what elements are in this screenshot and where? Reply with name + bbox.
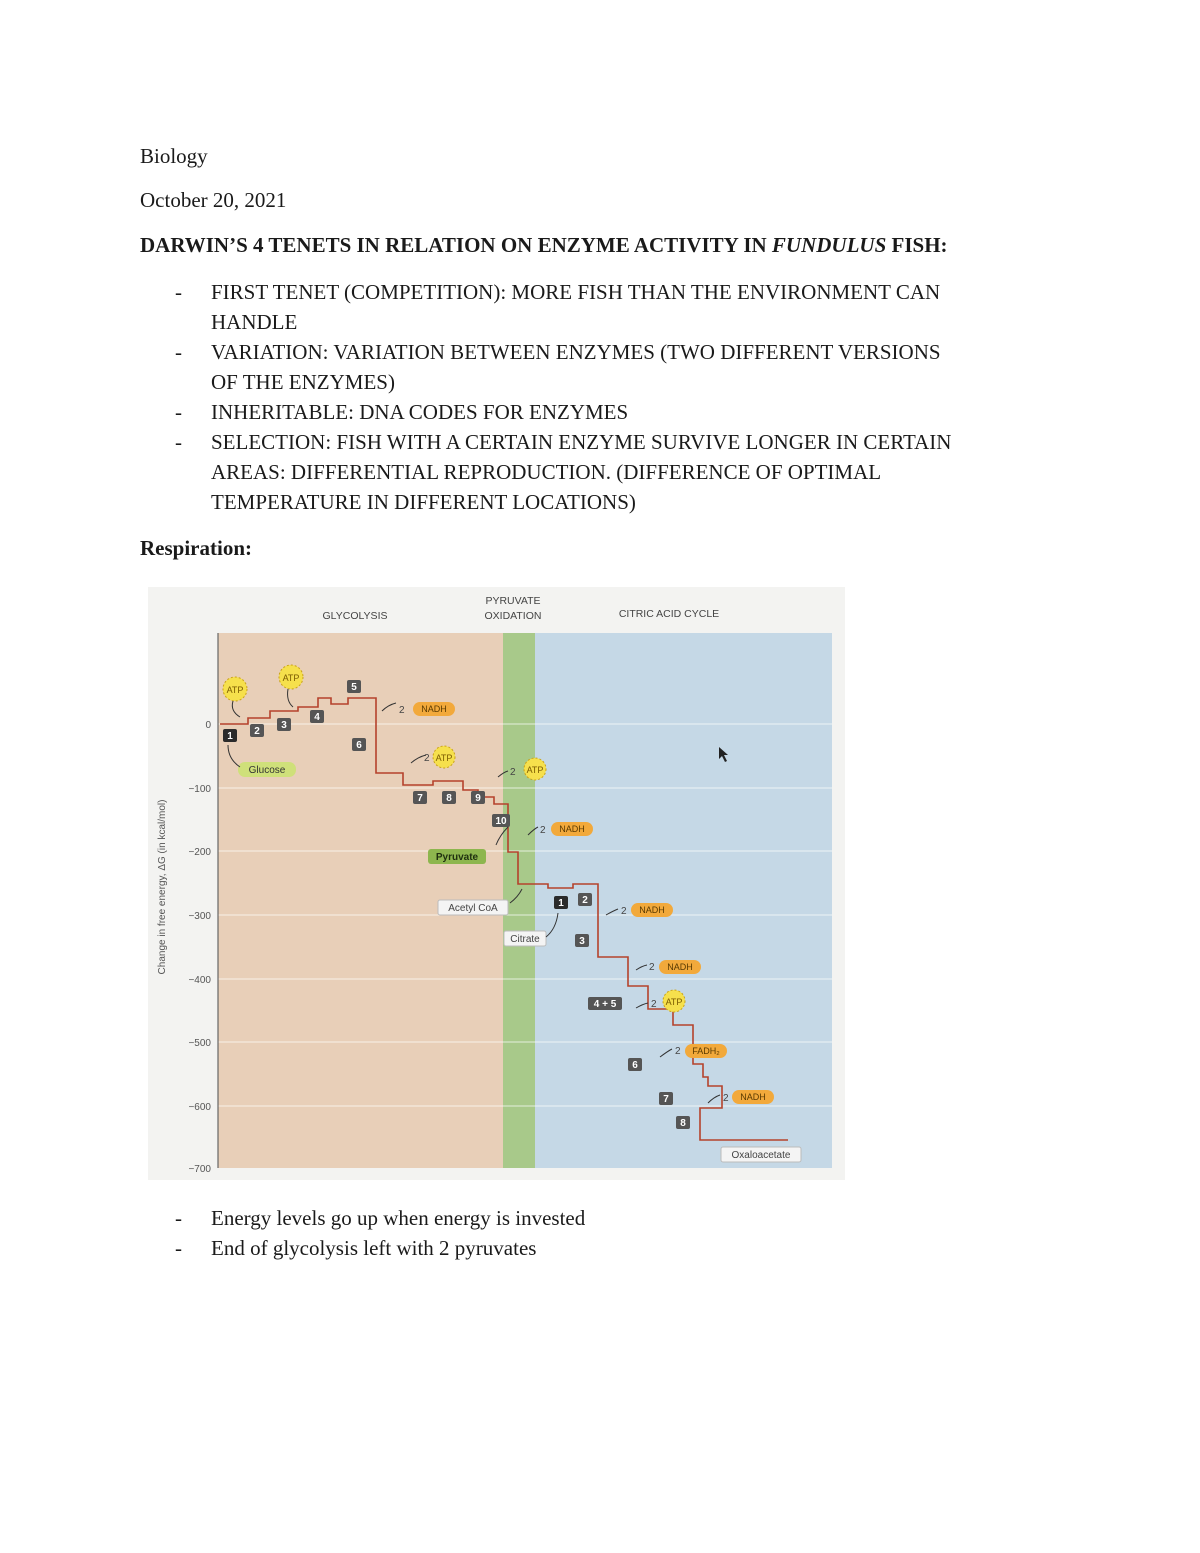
step-badge	[578, 893, 592, 906]
list-item-line: FIRST TENET (COMPETITION): MORE FISH THAN THE ENVIRONMENT CAN	[211, 280, 941, 304]
step-badge	[575, 934, 589, 947]
svg-text:2: 2	[510, 767, 516, 778]
respiration-notes-list	[140, 1203, 585, 1263]
svg-text:8: 8	[680, 1118, 686, 1129]
pyruvate-label	[428, 849, 486, 864]
list-item	[140, 397, 951, 427]
svg-text:1: 1	[558, 898, 564, 909]
svg-text:6: 6	[356, 740, 362, 751]
nadh-badge	[631, 903, 673, 917]
atp-burst	[279, 665, 303, 689]
list-item-line: End of glycolysis left with 2 pyruvates	[211, 1236, 537, 1260]
oxaloacetate-label	[721, 1147, 801, 1162]
svg-text:4 + 5: 4 + 5	[593, 999, 617, 1010]
svg-text:7: 7	[663, 1094, 669, 1105]
step-badge	[223, 729, 237, 742]
step-badge	[310, 710, 324, 723]
svg-text:2: 2	[621, 906, 627, 917]
list-item-line: INHERITABLE: DNA CODES FOR ENZYMES	[211, 400, 629, 424]
section-heading-darwin	[140, 230, 948, 260]
atp-burst	[433, 746, 455, 768]
bullet-dash: -	[175, 1206, 182, 1230]
svg-text:8: 8	[446, 793, 452, 804]
step-badge	[277, 718, 291, 731]
svg-text:2: 2	[540, 825, 546, 836]
glucose-label	[238, 762, 296, 777]
step-badge	[442, 791, 456, 804]
darwin-tenets-list	[140, 277, 951, 517]
svg-text:6: 6	[632, 1060, 638, 1071]
fadh2-badge	[685, 1044, 727, 1058]
heading-text-pre: DARWIN’S 4 TENETS IN RELATION ON ENZYME ACTIVITY IN	[140, 233, 772, 257]
svg-text:2: 2	[424, 753, 430, 764]
y-tick: −600	[188, 1102, 211, 1113]
step-badge	[347, 680, 361, 693]
nadh-badge	[413, 702, 455, 716]
step-badge	[471, 791, 485, 804]
list-item-line: TEMPERATURE IN DIFFERENT LOCATIONS)	[211, 490, 636, 514]
svg-text:10: 10	[495, 816, 507, 827]
atp-burst	[223, 677, 247, 701]
svg-text:2: 2	[582, 895, 588, 906]
list-item-line: AREAS: DIFFERENTIAL REPRODUCTION. (DIFFERENCE OF OPTIMAL	[211, 460, 882, 484]
bullet-dash: -	[175, 280, 182, 304]
svg-text:NADH: NADH	[740, 1092, 766, 1102]
nadh-badge	[732, 1090, 774, 1104]
acetyl-coa-label	[438, 900, 508, 915]
heading-species: FUNDULUS	[771, 233, 887, 257]
svg-text:2: 2	[723, 1093, 729, 1104]
list-item	[140, 1233, 585, 1263]
svg-text:NADH: NADH	[667, 962, 693, 972]
y-tick: −400	[188, 975, 211, 986]
bullet-dash: -	[175, 340, 182, 364]
bullet-dash: -	[175, 430, 182, 454]
svg-text:3: 3	[281, 720, 287, 731]
list-item-line: VARIATION: VARIATION BETWEEN ENZYMES (TWO DIFFERENT VERSIONS	[211, 340, 941, 364]
svg-text:4: 4	[314, 712, 320, 723]
svg-text:3: 3	[579, 936, 585, 947]
step-badge	[676, 1116, 690, 1129]
stage-citric-acid: CITRIC ACID CYCLE	[618, 608, 720, 620]
step-badge	[492, 814, 510, 827]
heading-text-post: FISH:	[886, 233, 948, 257]
y-tick: −100	[188, 784, 211, 795]
course-name: Biology	[140, 144, 208, 168]
stage-oxidation: OXIDATION	[484, 610, 542, 622]
bullet-dash: -	[175, 1236, 182, 1260]
list-item	[140, 427, 951, 517]
nadh-badge	[659, 960, 701, 974]
svg-text:2: 2	[675, 1046, 681, 1057]
stage-glycolysis: GLYCOLYSIS	[322, 610, 388, 622]
y-tick: 0	[205, 720, 211, 731]
list-item-line: HANDLE	[211, 310, 298, 334]
list-item-line: OF THE ENZYMES)	[211, 370, 395, 394]
step-badge	[250, 724, 264, 737]
list-item	[140, 277, 951, 337]
svg-text:NADH: NADH	[559, 824, 585, 834]
list-item	[140, 337, 951, 397]
svg-text:5: 5	[351, 682, 357, 693]
svg-text:ATP: ATP	[282, 673, 300, 683]
respiration-energy-diagram	[148, 587, 845, 1180]
y-tick: −300	[188, 911, 211, 922]
svg-text:2: 2	[651, 999, 657, 1010]
nadh-badge	[551, 822, 593, 836]
svg-text:9: 9	[475, 793, 481, 804]
citrate-label	[504, 931, 546, 946]
y-tick: −200	[188, 847, 211, 858]
svg-text:Acetyl CoA: Acetyl CoA	[448, 903, 498, 914]
svg-text:Glucose: Glucose	[248, 765, 286, 776]
svg-text:2: 2	[649, 962, 655, 973]
svg-text:2: 2	[399, 705, 405, 716]
list-item-line: SELECTION: FISH WITH A CERTAIN ENZYME SURVIVE LONGER IN CERTAIN	[211, 430, 952, 454]
svg-text:ATP: ATP	[226, 685, 244, 695]
step-badge	[413, 791, 427, 804]
document-date: October 20, 2021	[140, 188, 287, 212]
svg-text:NADH: NADH	[639, 905, 665, 915]
svg-text:Citrate: Citrate	[510, 934, 540, 945]
step-badge	[588, 997, 622, 1010]
section-heading-respiration: Respiration:	[140, 536, 252, 560]
y-tick: −500	[188, 1038, 211, 1049]
svg-text:ATP: ATP	[526, 765, 544, 775]
svg-text:FADH₂: FADH₂	[692, 1046, 720, 1056]
svg-text:1: 1	[227, 731, 233, 742]
atp-burst	[524, 758, 546, 780]
step-badge	[628, 1058, 642, 1071]
list-item-line: Energy levels go up when energy is invested	[211, 1206, 586, 1230]
svg-text:Oxaloacetate: Oxaloacetate	[731, 1150, 791, 1161]
step-badge	[352, 738, 366, 751]
svg-text:Pyruvate: Pyruvate	[435, 852, 479, 863]
svg-text:ATP: ATP	[435, 753, 453, 763]
y-axis-label: Change in free energy, ΔG (in kcal/mol)	[157, 799, 168, 975]
y-tick: −700	[188, 1164, 211, 1175]
svg-text:ATP: ATP	[665, 997, 683, 1007]
bullet-dash: -	[175, 400, 182, 424]
svg-text:NADH: NADH	[421, 704, 447, 714]
svg-text:7: 7	[417, 793, 423, 804]
step-badge	[554, 896, 568, 909]
atp-burst	[663, 990, 685, 1012]
list-item	[140, 1203, 585, 1233]
step-badge	[659, 1092, 673, 1105]
stage-pyruvate: PYRUVATE	[485, 595, 541, 607]
svg-text:2: 2	[254, 726, 260, 737]
